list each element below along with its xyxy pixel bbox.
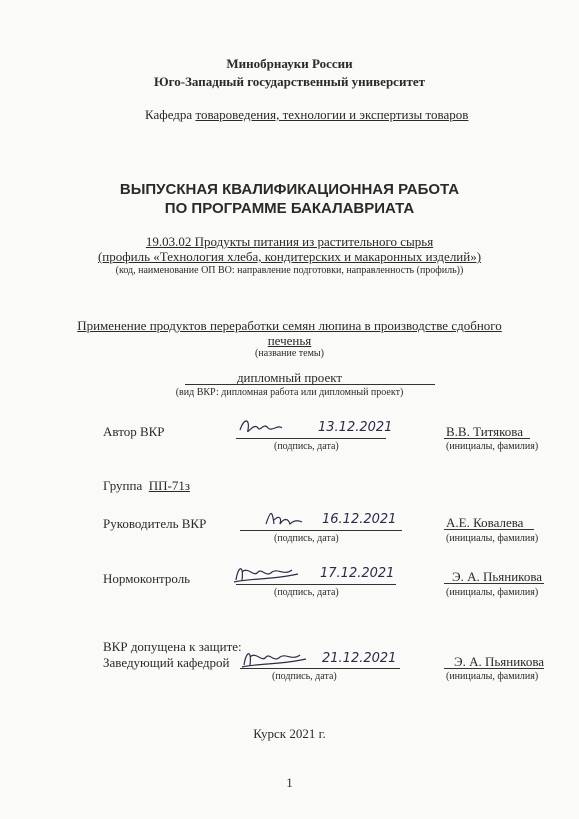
normcontrol-name-caption: (инициалы, фамилия) (446, 587, 539, 598)
group-label: Группа (103, 478, 143, 493)
supervisor-name-line (444, 529, 534, 530)
topic-line2: печенья (267, 333, 312, 348)
topic-line1: Применение продуктов переработки семян люпина в производстве сдобного (77, 318, 502, 333)
department-line (145, 107, 468, 123)
main-title-line1: ВЫПУСКНАЯ КВАЛИФИКАЦИОННАЯ РАБОТА (119, 181, 460, 198)
author-sign-line (236, 438, 386, 439)
supervisor-name: А.Е. Ковалева (446, 515, 524, 530)
work-type-value: дипломный проект (236, 370, 343, 385)
supervisor-date: 16.12.2021 (322, 512, 397, 527)
supervisor-sign-caption: (подпись, дата) (274, 533, 339, 544)
author-label: Автор ВКР (103, 424, 165, 439)
work-type-caption: (вид ВКР: дипломная работа или дипломный проект) (175, 387, 404, 398)
author-signature (236, 414, 296, 438)
normcontrol-sign-line (236, 584, 396, 585)
author-name-caption: (инициалы, фамилия) (446, 441, 539, 452)
supervisor-sign-line (240, 530, 402, 531)
city-year: Курск 2021 г. (253, 726, 326, 741)
author-name: В.В. Титякова (446, 424, 524, 439)
author-name-line (444, 438, 530, 439)
head-of-department-date: 21.12.2021 (322, 651, 397, 666)
supervisor-signature (262, 506, 322, 530)
page-number: 1 (286, 775, 293, 790)
topic-caption: (название темы) (255, 348, 324, 359)
supervisor-name-caption: (инициалы, фамилия) (446, 533, 539, 544)
head-name-caption: (инициалы, фамилия) (446, 671, 539, 682)
head-of-department-label: Заведующий кафедрой (103, 655, 230, 670)
normcontrol-signature (232, 560, 304, 586)
normcontrol-name-line (444, 583, 544, 584)
university-title: Юго-Западный государственный университет (154, 74, 425, 89)
program-caption: (код, наименование ОП ВО: направление подготовки, направленность (профиль)) (115, 265, 464, 276)
department-name: товароведения, технологии и экспертизы товаров (195, 107, 469, 122)
program-code: 19.03.02 Продукты питания из растительного сырья (145, 234, 434, 249)
head-sign-caption: (подпись, дата) (272, 671, 337, 682)
admission-line: ВКР допущена к защите: (103, 639, 242, 654)
head-name: Э. А. Пьяникова (454, 654, 545, 669)
head-name-line (444, 668, 544, 669)
author-date: 13.12.2021 (318, 420, 393, 435)
group-value: ПП-71з (148, 478, 190, 493)
main-title-line2: ПО ПРОГРАММЕ БАКАЛАВРИАТА (164, 200, 415, 217)
normcontrol-label: Нормоконтроль (103, 571, 191, 586)
program-profile: (профиль «Технология хлеба, кондитерских и макаронных изделий») (97, 249, 482, 264)
normcontrol-name: Э. А. Пьяникова (452, 569, 543, 584)
normcontrol-sign-caption: (подпись, дата) (274, 587, 339, 598)
normcontrol-date: 17.12.2021 (320, 566, 395, 581)
group-line (103, 478, 190, 494)
supervisor-label: Руководитель ВКР (103, 516, 207, 531)
head-sign-line (240, 668, 400, 669)
ministry-title: Минобрнауки России (226, 56, 353, 71)
department-prefix: Кафедра (145, 107, 196, 122)
author-sign-caption: (подпись, дата) (274, 441, 339, 452)
